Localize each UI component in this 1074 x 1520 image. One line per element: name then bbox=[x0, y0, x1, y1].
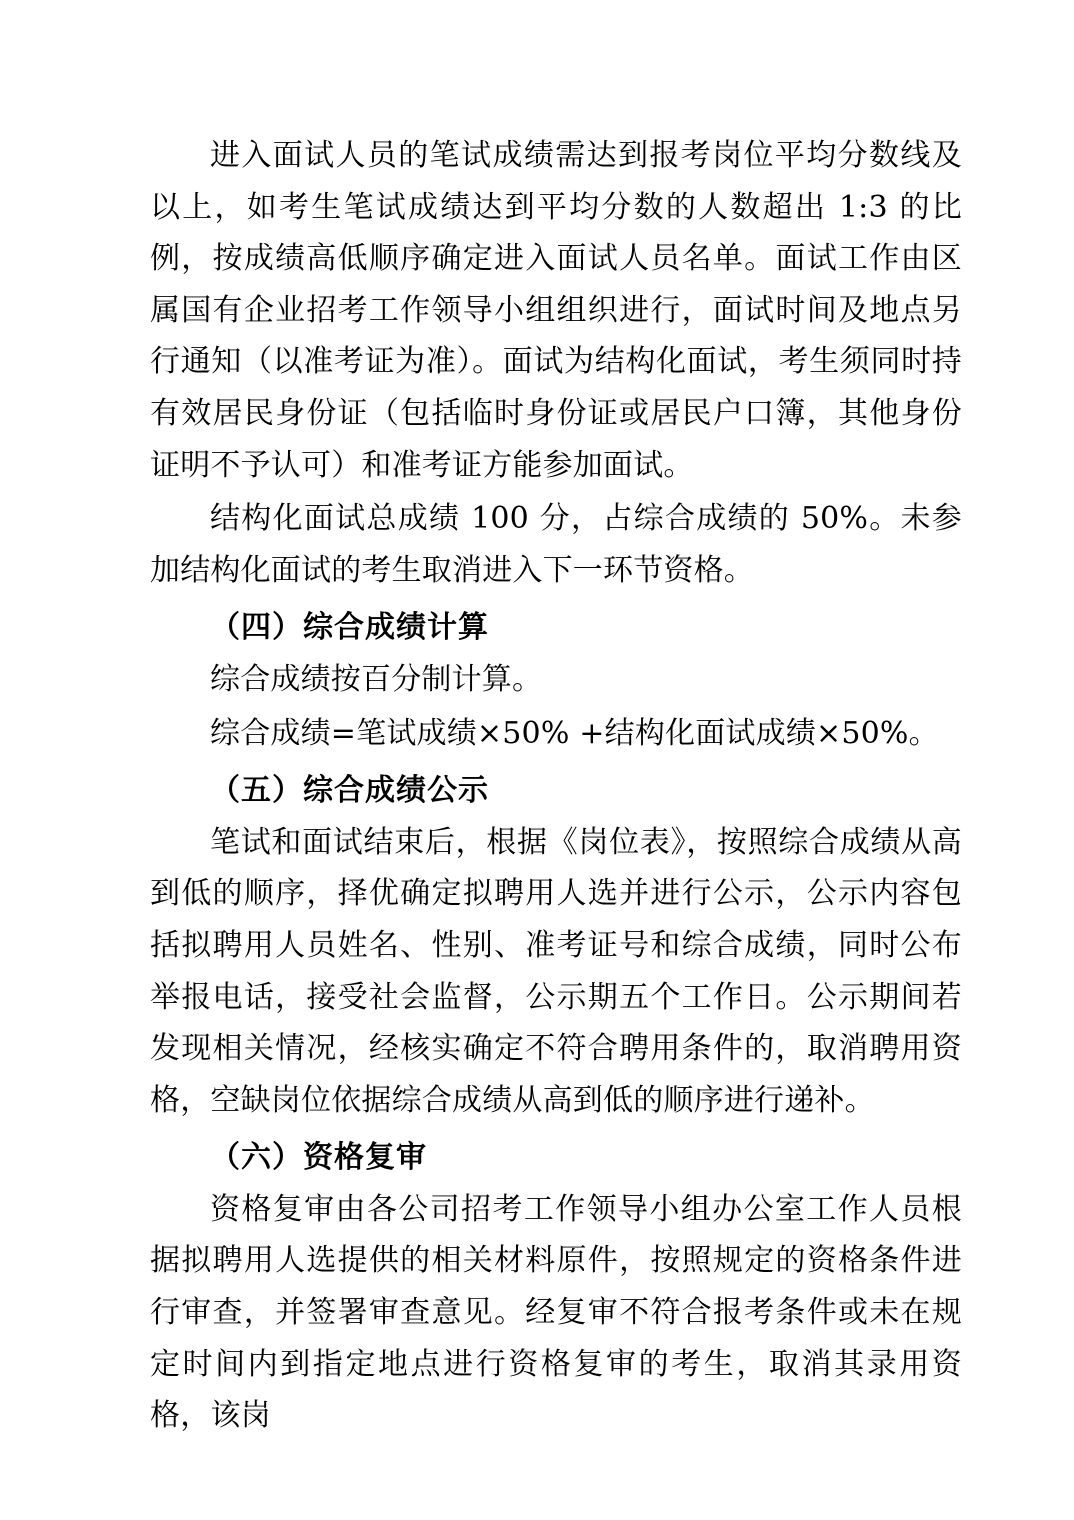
document-body bbox=[150, 130, 962, 1442]
heading-comprehensive-score-publicity: （五）综合成绩公示 bbox=[210, 773, 489, 809]
paragraph-percentage-system: 综合成绩按百分制计算。 bbox=[210, 661, 543, 697]
paragraph-interview-score: 结构化面试总成绩 100 分，占综合成绩的 50%。未参加结构化面试的考生取消进入下一环节资格。 bbox=[150, 501, 962, 588]
paragraph-qualification-review-details: 资格复审由各公司招考工作领导小组办公室工作人员根据拟聘用人选提供的相关材料原件，按照规定的资格条件进行审查，并签署审查意见。经复审不符合报考条件或未在规定时间内到指定地点进行资格复审的考生，取消其录用资格，该岗 bbox=[150, 1191, 962, 1434]
heading-qualification-review: （六）资格复审 bbox=[210, 1140, 427, 1176]
paragraph-interview-eligibility: 进入面试人员的笔试成绩需达到报考岗位平均分数线及以上，如考生笔试成绩达到平均分数的人数超出 1:3 的比例，按成绩高低顺序确定进入面试人员名单。面试工作由区属国有企业招考工作领导小组组织进行，面试时间及地点另行通知（以准考证为准）。面试为结构化面试，考生须同时持有效居民身份证（包括临时身份证或居民户口簿，其他身份证明不予认可）和准考证方能参加面试。 bbox=[150, 138, 962, 483]
paragraph-score-formula: 综合成绩=笔试成绩×50% +结构化面试成绩×50%。 bbox=[210, 715, 939, 751]
heading-comprehensive-score-calculation: （四）综合成绩计算 bbox=[210, 610, 489, 646]
paragraph-publicity-details: 笔试和面试结束后，根据《岗位表》，按照综合成绩从高到低的顺序，择优确定拟聘用人选并进行公示，公示内容包括拟聘用人员姓名、性别、准考证号和综合成绩，同时公布举报电话，接受社会监督，公示期五个工作日。公示期间若发现相关情况，经核实确定不符合聘用条件的，取消聘用资格，空缺岗位依据综合成绩从高到低的顺序进行递补。 bbox=[150, 824, 962, 1118]
